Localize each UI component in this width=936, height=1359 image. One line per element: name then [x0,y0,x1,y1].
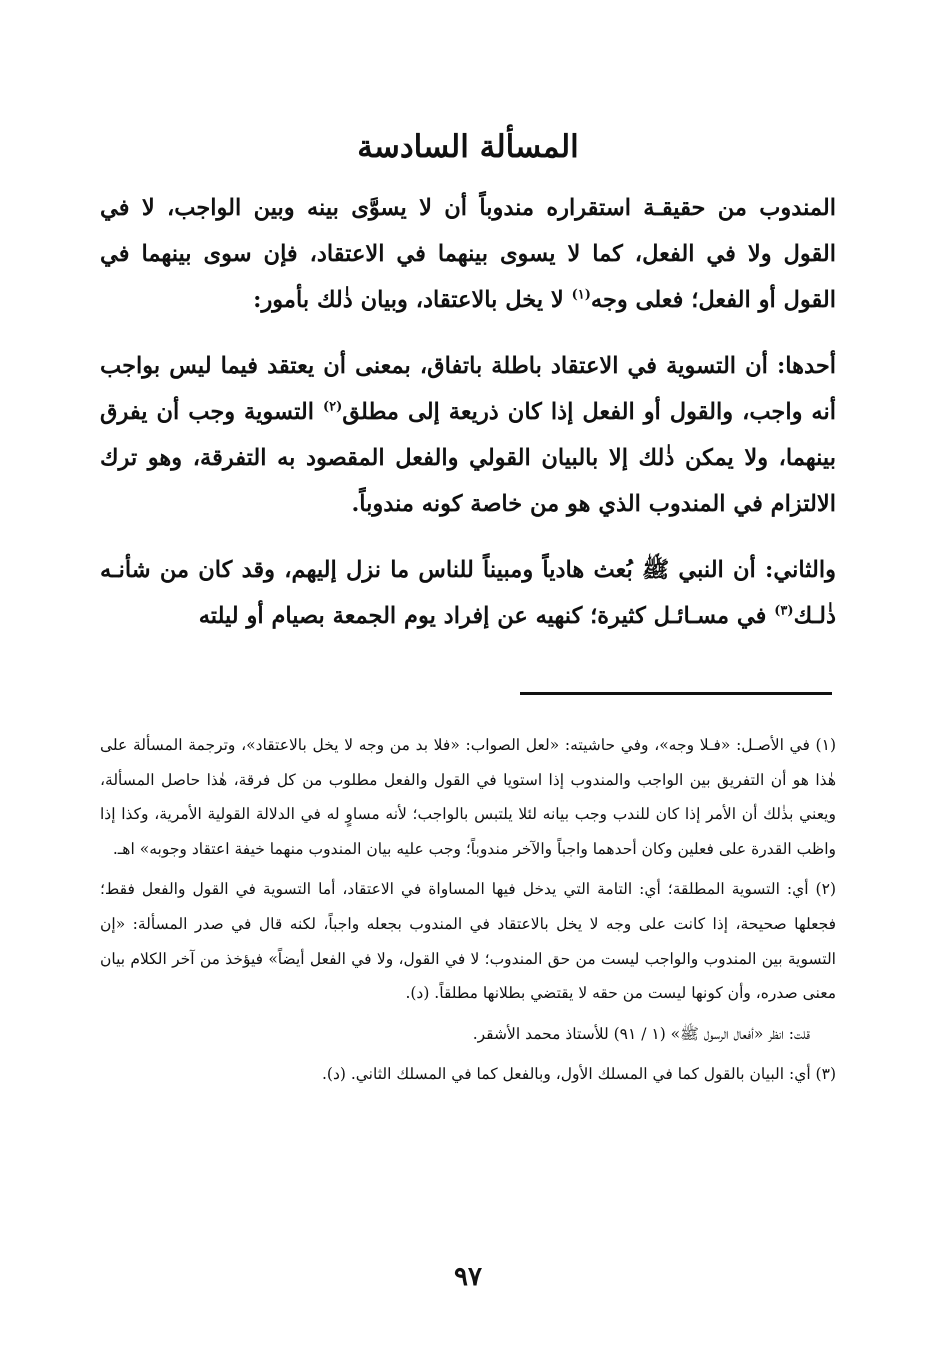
paragraph-3-text: : أن النبي ﷺ بُعث هادياً ومبيناً للناس ما نزل إليهم، وقد كان من شأنـه ذٰلـك [100,557,836,629]
paragraph-3-lead: والثاني [773,557,836,583]
paragraph-3-tail: في مسـائـل كثيرة؛ كنهيه عن إفراد يوم الجمعة بصيام أو ليلته [198,603,775,629]
page-number: ٩٧ [454,1262,482,1292]
paragraph-2-lead: أحدها [785,353,836,379]
footnote-2-note: قلت: انظر «أفعال الرسول ﷺ» (١ / ٩١) للأستاذ محمد الأشقر. [472,1024,810,1043]
footnote-1: (١) في الأصـل: «فـلا وجه»، وفي حاشيته: «لعل الصواب: «فلا بد من وجه لا يخل بالاعتقاد»، وترجمة المسألة على هٰذا هو أن التفريق بين الواجب والمندوب إذا استويا في القول والفعل مطلوب من كل فرقة، هٰذا حاصل المسألة، ويعني بذٰلك أن الأمر إذا كان للندب وجب بيانه لئلا يلتبس بالواجب؛ لأنه مساوٍ له في الدلالة القولية الأمرية، وكذا إذا واظب القدرة على فعلين وكان أحدهما واجباً والآخر مندوباً؛ وجب عليه بيان المندوب منهما خيفة اعتقاد وجوبه» اهـ. [100,736,836,858]
paragraph-2 [100,343,836,527]
main-body [100,185,836,659]
paragraph-3 [100,547,836,639]
paragraph-1-text: المندوب من حقيقـة استقراره مندوباً أن لا يسوَّى بينه وبين الواجب، لا في القول ولا في الفعل، كما لا يسوى بينهما في الاعتقاد، فإن سوى بينهما في القول أو الفعل؛ فعلى وجه [100,195,836,313]
footnote-ref-1[interactable]: (١) [571,287,591,303]
footnote-3: (٣) أي: البيان بالقول كما في المسلك الأول، وبالفعل كما في المسلك الثاني. (د). [321,1065,836,1084]
paragraph-1 [100,185,836,323]
paragraph-2-tail: التسوية وجب أن يفرق بينهما، ولا يمكن ذٰلك إلا بالبيان القولي والفعل المقصود به التفرقة، وهو ترك الالتزام في المندوب الذي هو من خاصة كونه مندوباً. [100,399,836,517]
paragraph-2-text: : أن التسوية في الاعتقاد باطلة باتفاق، بمعنى أن يعتقد فيما ليس بواجب أنه واجب، والقول أو الفعل إذا كان ذريعة إلى مطلق [100,353,836,425]
footnotes [100,728,836,1098]
section-title: المسألة السادسة [357,128,579,165]
footnote-ref-2[interactable]: (٢) [322,399,343,415]
footnote-ref-3[interactable]: (٣) [774,603,794,619]
footnote-2: (٢) أي: التسوية المطلقة؛ أي: التامة التي يدخل فيها المساواة في الاعتقاد، أما التسوية في القول والفعل فقط؛ فجعلها صحيحة، إذا كانت على وجه لا يخل بالاعتقاد في المندوب بجعله واجباً، لكنه قال في صدر المسألة: «إن التسوية بين المندوب والواجب ليست من حق المندوب؛ لا في القول، ولا في الفعل أيضاً» فيؤخذ من آخر الكلام بيان معنى صدره، وأن كونها ليست من حقه لا يقتضي بطلانها مطلقاً. (د). [100,880,836,1003]
footnote-divider [520,692,832,695]
paragraph-1-tail: لا يخل بالاعتقاد، وبيان ذٰلك بأمور: [253,287,572,313]
